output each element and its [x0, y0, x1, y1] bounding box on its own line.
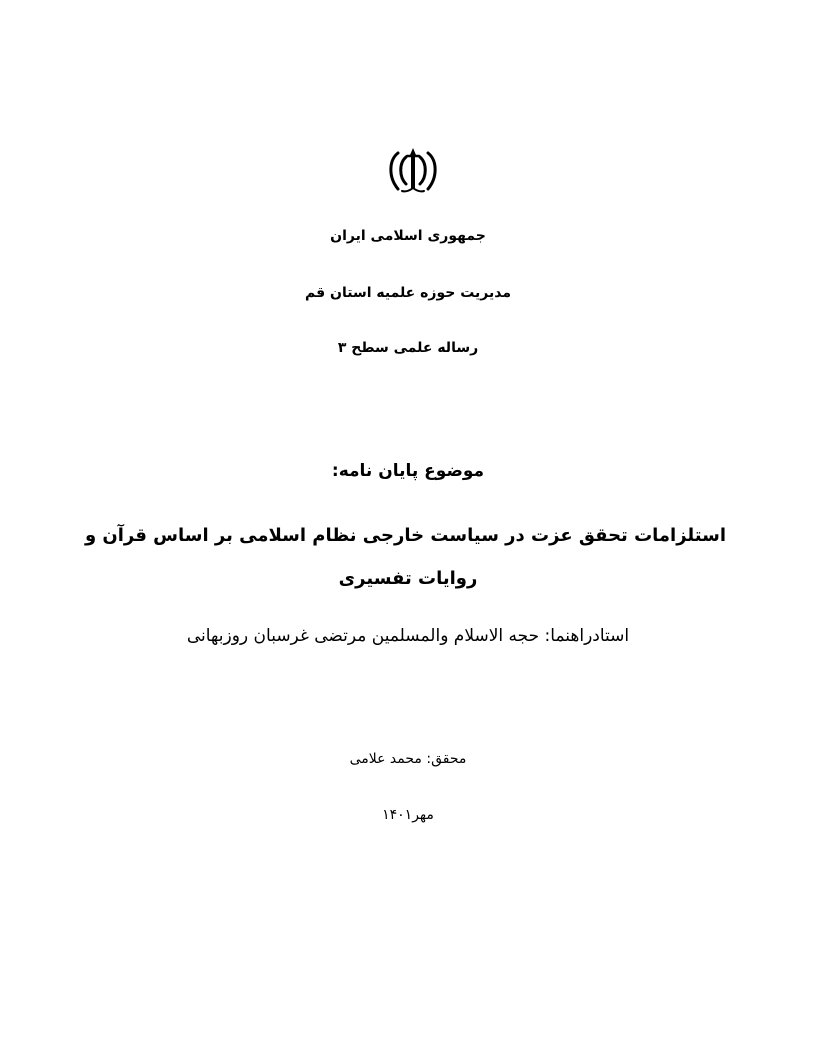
- thesis-title-line-2: روایات تفسیری: [338, 568, 478, 589]
- authority-heading: مدیریت حوزه علمیه استان قم: [305, 285, 511, 301]
- thesis-level-heading: رساله علمی سطح ۳: [337, 340, 479, 356]
- iran-emblem-icon: [385, 146, 441, 196]
- thesis-title-line-1: استلزامات تحقق عزت در سیاست خارجی نظام اسلامی بر اساس قرآن و: [84, 525, 726, 546]
- country-heading: جمهوری اسلامی ایران: [330, 228, 486, 244]
- researcher-line: محقق: محمد علامی: [349, 751, 467, 767]
- supervisor-line: استادراهنما: حجه الاسلام والمسلمین مرتضی غرسبان روزبهانی: [186, 626, 630, 646]
- topic-label: موضوع پایان نامه:: [331, 461, 485, 481]
- date-line: مهر۱۴۰۱: [382, 807, 434, 823]
